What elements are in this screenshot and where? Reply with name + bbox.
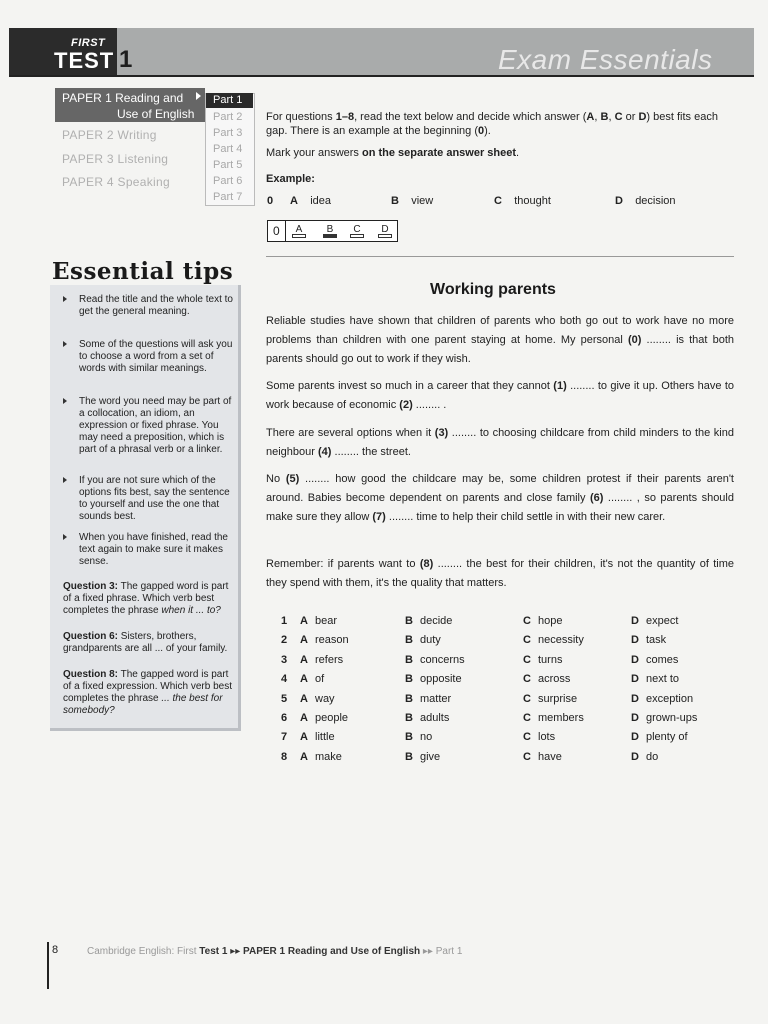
option-letter: C bbox=[523, 653, 531, 666]
question-option-c[interactable] bbox=[523, 654, 562, 666]
text-seg: Remember: if parents want to bbox=[266, 558, 420, 570]
inst-seg: C bbox=[614, 111, 623, 123]
inst-seg: ). bbox=[484, 125, 491, 137]
text-seg: ........ . bbox=[412, 399, 447, 411]
gap-number: (3) bbox=[434, 427, 449, 439]
footer-text bbox=[87, 946, 462, 957]
inst-seg: 0 bbox=[478, 125, 485, 137]
bubble-letter: C bbox=[353, 224, 361, 235]
option-letter: D bbox=[631, 673, 639, 686]
gap-number: (1) bbox=[553, 380, 567, 392]
option-word: task bbox=[646, 634, 667, 647]
option-letter: D bbox=[615, 195, 623, 207]
question-3-tip-label: Question 3: bbox=[63, 581, 119, 592]
option-letter: A bbox=[300, 653, 308, 666]
question-number: 1 bbox=[281, 615, 288, 627]
header-title: Exam Essentials bbox=[498, 44, 713, 75]
footer-arrows-icon: ▸▸ bbox=[422, 946, 433, 957]
bullet-arrow-icon bbox=[63, 534, 67, 540]
option-word: members bbox=[538, 712, 584, 724]
question-8-tip bbox=[63, 669, 233, 717]
option-letter: B bbox=[405, 634, 413, 647]
option-letter: B bbox=[405, 750, 413, 763]
question-6-tip-label: Question 6: bbox=[63, 631, 119, 642]
tips-title: Essential tips bbox=[52, 258, 234, 285]
question-option-d[interactable] bbox=[631, 634, 666, 646]
inst-seg: , read the text below and decide which answer ( bbox=[354, 111, 587, 123]
question-option-b[interactable] bbox=[405, 634, 441, 646]
gap-number: (5) bbox=[285, 473, 300, 485]
question-3-tip-phrase: when it ... to? bbox=[161, 605, 221, 616]
option-word: across bbox=[538, 673, 571, 686]
question-8-tip-text: The gapped word is part of a fixed expression. Which verb best completes the phrase bbox=[63, 669, 232, 704]
option-word: reason bbox=[315, 634, 349, 647]
question-6-tip bbox=[63, 631, 233, 655]
option-letter: A bbox=[300, 692, 308, 705]
option-letter: A bbox=[300, 750, 308, 763]
option-word: adults bbox=[420, 712, 450, 724]
option-word: decide bbox=[420, 615, 453, 627]
option-letter: B bbox=[405, 731, 413, 744]
question-6-tip-text: Sisters, brothers, grandparents are all ... of your family. bbox=[63, 631, 228, 654]
tip-3: The word you need may be part of a collocation, an idiom, an expression or fixed phrase. You may need a preposition, which is part of a phrasal verb or a linker. bbox=[79, 396, 232, 455]
nav-part-1[interactable]: Part 1 bbox=[206, 93, 253, 108]
example-option-c bbox=[494, 195, 551, 207]
option-word: comes bbox=[646, 653, 679, 666]
text-seg: ........ is that both parents should go out to work if they wish. bbox=[266, 334, 734, 365]
text-seg: Reliable studies have shown that children of parents who both go out to work have no more problems than children with one parent staying at home. My personal bbox=[266, 315, 734, 346]
question-option-b[interactable] bbox=[405, 751, 440, 763]
option-letter: C bbox=[523, 634, 531, 647]
example-answer-box bbox=[267, 220, 398, 242]
option-word: make bbox=[315, 750, 342, 763]
nav-paper-3[interactable]: PAPER 3 Listening bbox=[62, 152, 169, 166]
answer-box-separator bbox=[285, 221, 286, 241]
inst-seg: . bbox=[516, 147, 520, 159]
header-first-label: FIRST bbox=[71, 37, 106, 49]
option-letter: C bbox=[523, 673, 531, 686]
question-8-tip-phrase: ... the best for somebody? bbox=[63, 693, 223, 716]
example-label: Example: bbox=[266, 173, 315, 185]
question-option-a[interactable] bbox=[300, 712, 348, 724]
question-option-a[interactable] bbox=[300, 693, 335, 705]
inst-seg: D bbox=[638, 111, 647, 123]
option-letter: D bbox=[631, 712, 639, 724]
inst-seg: or bbox=[622, 111, 639, 123]
option-letter: C bbox=[523, 712, 531, 724]
question-number: 6 bbox=[281, 712, 288, 724]
question-option-c[interactable] bbox=[523, 615, 562, 627]
nav-part-3[interactable]: Part 3 bbox=[213, 127, 243, 139]
answer-bubble-d[interactable] bbox=[378, 224, 392, 238]
bullet-arrow-icon bbox=[63, 477, 67, 483]
answer-bubble-a[interactable] bbox=[292, 224, 306, 238]
question-option-b[interactable] bbox=[405, 731, 432, 743]
option-word: grown-ups bbox=[646, 712, 698, 724]
question-option-b[interactable] bbox=[405, 654, 465, 666]
nav-paper-1-line1: PAPER 1 Reading and bbox=[62, 91, 184, 105]
paragraph-3 bbox=[266, 424, 734, 462]
option-letter: A bbox=[300, 634, 308, 647]
nav-part-6[interactable]: Part 6 bbox=[213, 175, 243, 187]
question-option-b[interactable] bbox=[405, 673, 462, 685]
bullet-arrow-icon bbox=[63, 296, 67, 302]
bullet-arrow-icon bbox=[63, 398, 67, 404]
question-option-a[interactable] bbox=[300, 731, 335, 743]
question-number: 4 bbox=[281, 673, 288, 686]
text-seg: There are several options when it bbox=[266, 427, 435, 439]
paragraph-2 bbox=[266, 377, 734, 415]
nav-paper-1-line2: Use of English bbox=[117, 107, 195, 121]
nav-paper-4[interactable]: PAPER 4 Speaking bbox=[62, 175, 170, 189]
option-letter: B bbox=[405, 692, 413, 705]
option-letter: D bbox=[631, 731, 639, 744]
option-letter: A bbox=[300, 673, 308, 686]
inst-seg: B bbox=[600, 111, 609, 123]
footer-part: Part 1 bbox=[435, 946, 463, 957]
option-word: do bbox=[646, 750, 659, 763]
question-option-d[interactable] bbox=[631, 673, 679, 685]
option-word: matter bbox=[420, 692, 452, 705]
option-word: refers bbox=[315, 653, 344, 666]
question-option-c[interactable] bbox=[523, 693, 577, 705]
paragraph-1 bbox=[266, 312, 734, 369]
footer-brand: Cambridge English: First bbox=[87, 946, 200, 957]
inst-seg: ) best bbox=[646, 111, 674, 123]
option-word: duty bbox=[420, 634, 441, 647]
inst-seg: fits each gap. There is an example at the beginning ( bbox=[266, 111, 718, 137]
option-word: bear bbox=[315, 615, 338, 627]
question-3-tip-text: The gapped word is part of a fixed phrase. Which verb best completes the phrase bbox=[63, 581, 229, 616]
text-title: Working parents bbox=[430, 281, 556, 298]
option-letter: C bbox=[523, 692, 531, 705]
bubble-letter: A bbox=[295, 224, 303, 235]
option-word: surprise bbox=[538, 692, 578, 705]
option-letter: B bbox=[405, 712, 413, 724]
option-word: give bbox=[420, 750, 441, 763]
question-option-b[interactable] bbox=[405, 712, 449, 724]
text-seg: Some parents invest so much in a career that they cannot bbox=[266, 380, 554, 392]
gap-number: (2) bbox=[399, 399, 413, 411]
question-number: 3 bbox=[281, 653, 288, 666]
gap-number: (8) bbox=[419, 558, 434, 570]
question-option-c[interactable] bbox=[523, 634, 584, 646]
paragraph-5 bbox=[266, 555, 734, 593]
question-option-a[interactable] bbox=[300, 673, 324, 685]
question-number: 8 bbox=[281, 750, 288, 763]
footer-rule bbox=[47, 942, 49, 989]
option-letter: D bbox=[631, 750, 639, 763]
text-seg: ........ the best for their children, it's not the quantity of time they spend with them, it's the quality that matters. bbox=[266, 558, 735, 589]
option-letter: D bbox=[631, 653, 639, 666]
option-word: concerns bbox=[420, 653, 465, 666]
option-letter: B bbox=[405, 615, 413, 627]
bubble-letter: D bbox=[381, 224, 389, 235]
question-option-d[interactable] bbox=[631, 751, 658, 763]
nav-part-7[interactable]: Part 7 bbox=[213, 191, 243, 203]
page-number: 8 bbox=[52, 944, 59, 956]
footer-paper: PAPER 1 Reading and Use of English bbox=[243, 946, 421, 957]
nav-part-2[interactable]: Part 2 bbox=[213, 111, 243, 123]
option-letter: C bbox=[523, 615, 531, 627]
inst-seg: 1–8 bbox=[335, 111, 355, 123]
option-word: people bbox=[315, 712, 349, 724]
option-letter: B bbox=[391, 195, 399, 207]
answer-bubble-b[interactable] bbox=[323, 224, 337, 238]
question-option-d[interactable] bbox=[631, 731, 688, 743]
option-letter: A bbox=[300, 731, 308, 744]
option-word: view bbox=[411, 195, 434, 207]
answer-box-number: 0 bbox=[273, 224, 280, 238]
option-word: of bbox=[315, 673, 325, 686]
text-seg: ........ time to help their child settle in with their new carer. bbox=[385, 511, 666, 523]
nav-part-4[interactable]: Part 4 bbox=[213, 143, 243, 155]
header-test-number: 1 bbox=[119, 46, 133, 73]
footer-arrows-icon: ▸▸ bbox=[230, 946, 241, 957]
question-option-a[interactable] bbox=[300, 615, 337, 627]
option-word: hope bbox=[538, 615, 563, 627]
option-word: lots bbox=[538, 731, 556, 744]
inst-seg: on the separate answer sheet bbox=[361, 147, 517, 159]
footer-test: Test 1 bbox=[199, 946, 228, 957]
gap-number: (4) bbox=[318, 446, 332, 458]
bubble-letter: B bbox=[326, 224, 334, 235]
option-word: no bbox=[420, 731, 433, 744]
divider bbox=[266, 256, 734, 257]
question-option-d[interactable] bbox=[631, 712, 697, 724]
option-word: necessity bbox=[538, 634, 584, 647]
question-option-d[interactable] bbox=[631, 693, 693, 705]
inst-seg: For questions bbox=[266, 111, 336, 123]
option-word: have bbox=[538, 750, 562, 763]
option-letter: D bbox=[631, 634, 639, 647]
inst-seg: , bbox=[608, 111, 615, 123]
option-word: plenty of bbox=[646, 731, 688, 744]
option-letter: B bbox=[405, 653, 413, 666]
option-word: opposite bbox=[420, 673, 462, 686]
question-number: 2 bbox=[281, 634, 288, 647]
bullet-arrow-icon bbox=[63, 341, 67, 347]
inst-seg: , bbox=[594, 111, 601, 123]
option-letter: A bbox=[300, 615, 308, 627]
question-option-b[interactable] bbox=[405, 615, 452, 627]
option-letter: B bbox=[405, 673, 413, 686]
example-option-a bbox=[290, 195, 331, 207]
option-letter: C bbox=[523, 750, 531, 763]
option-letter: D bbox=[631, 692, 639, 705]
nav-part-5[interactable]: Part 5 bbox=[213, 159, 243, 171]
option-word: way bbox=[315, 692, 335, 705]
question-option-c[interactable] bbox=[523, 731, 555, 743]
question-option-a[interactable] bbox=[300, 751, 342, 763]
header-test-label: TEST bbox=[54, 48, 115, 73]
tip-4: If you are not sure which of the options fits best, say the sentence to yourself and use the one that sounds best. bbox=[79, 475, 230, 522]
option-word: idea bbox=[310, 195, 331, 207]
option-word: decision bbox=[635, 195, 676, 207]
text-seg: ........ the street. bbox=[331, 446, 411, 458]
question-option-c[interactable] bbox=[523, 712, 584, 724]
option-word: next to bbox=[646, 673, 680, 686]
question-option-d[interactable] bbox=[631, 654, 678, 666]
text-seg: No bbox=[266, 473, 286, 485]
inst-seg: Mark your answers bbox=[266, 147, 362, 159]
gap-number: (6) bbox=[589, 492, 604, 504]
header-rule bbox=[9, 75, 754, 77]
question-option-b[interactable] bbox=[405, 693, 451, 705]
mark-answers-text bbox=[266, 147, 519, 159]
option-letter: A bbox=[290, 195, 298, 207]
option-letter: D bbox=[631, 615, 639, 627]
nav-paper-1[interactable] bbox=[55, 88, 205, 122]
question-3-tip bbox=[63, 581, 233, 617]
paragraph-4 bbox=[266, 470, 734, 527]
question-option-c[interactable] bbox=[523, 673, 570, 685]
instructions-text bbox=[266, 110, 736, 138]
option-word: little bbox=[315, 731, 335, 744]
option-word: turns bbox=[538, 653, 563, 666]
text-seg: ........ to choosing childcare from child minders to the kind neighbour bbox=[266, 427, 734, 458]
question-option-a[interactable] bbox=[300, 634, 349, 646]
gap-number: (7) bbox=[372, 511, 386, 523]
option-letter: A bbox=[300, 712, 308, 724]
tip-5: When you have finished, read the text again to make sure it makes sense. bbox=[79, 532, 228, 567]
tip-1: Read the title and the whole text to get the general meaning. bbox=[79, 294, 233, 317]
question-option-a[interactable] bbox=[300, 654, 343, 666]
example-option-b bbox=[391, 195, 433, 207]
option-word: expect bbox=[646, 615, 679, 627]
gap-number: (0) bbox=[627, 334, 642, 346]
question-8-tip-label: Question 8: bbox=[63, 669, 119, 680]
text-seg: ........ how good the childcare may be, some children protest if their parents aren't around. Babies become dependent on parents and close family bbox=[266, 473, 734, 504]
question-option-c[interactable] bbox=[523, 751, 562, 763]
text-seg: ........ , so parents should make sure they allow bbox=[266, 492, 734, 523]
nav-paper-2[interactable]: PAPER 2 Writing bbox=[62, 128, 157, 142]
example-number: 0 bbox=[267, 195, 274, 207]
question-number: 7 bbox=[281, 731, 288, 744]
example-option-d bbox=[615, 195, 676, 207]
question-option-d[interactable] bbox=[631, 615, 678, 627]
option-letter: C bbox=[523, 731, 531, 744]
arrow-right-icon bbox=[196, 92, 201, 100]
answer-bubble-c[interactable] bbox=[350, 224, 364, 238]
question-number: 5 bbox=[281, 692, 288, 705]
text-seg: ........ to give it up. Others have to work because of economic bbox=[266, 380, 734, 411]
inst-seg: A bbox=[586, 111, 595, 123]
option-word: thought bbox=[514, 195, 551, 207]
tip-2: Some of the questions will ask you to choose a word from a set of words with similar meanings. bbox=[79, 339, 233, 374]
option-word: exception bbox=[646, 692, 694, 705]
option-letter: C bbox=[494, 195, 502, 207]
